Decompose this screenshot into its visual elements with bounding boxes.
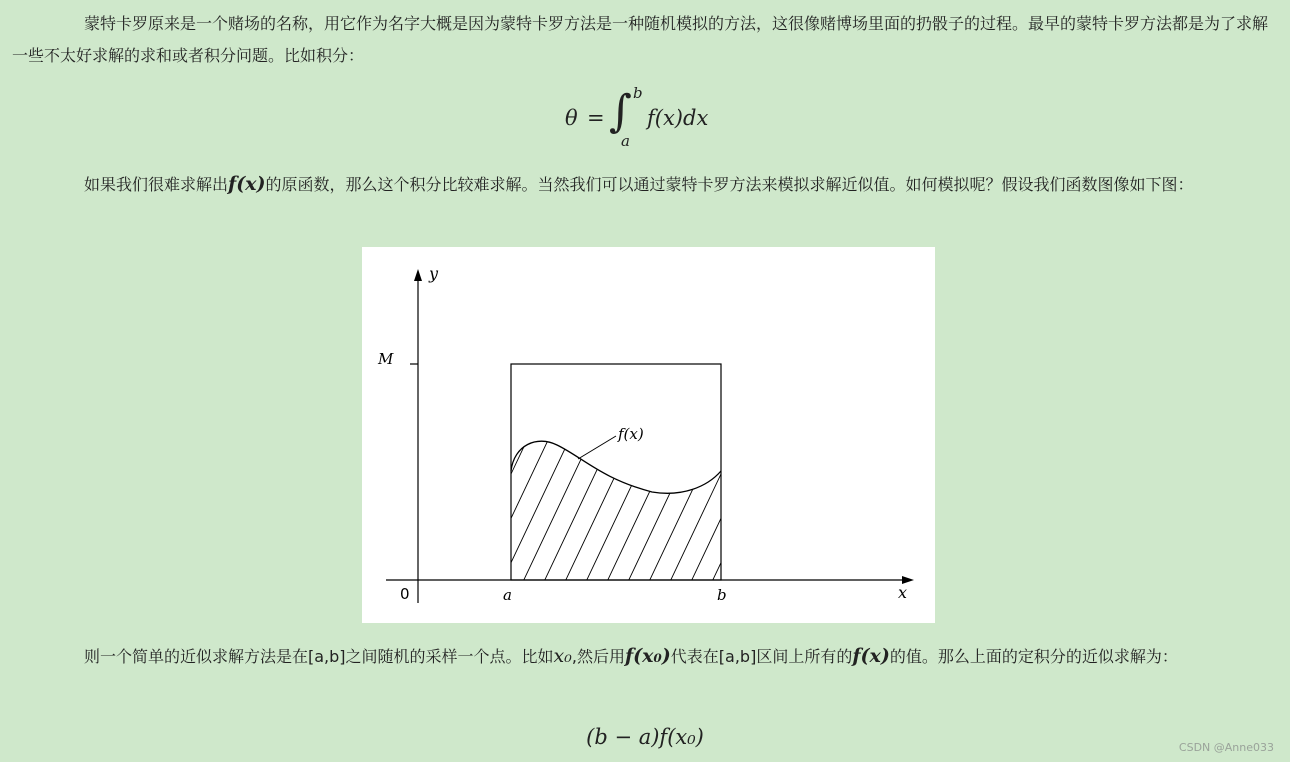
x-label: x xyxy=(898,583,908,602)
m-label: M xyxy=(378,350,394,368)
inline-math-fx-2: f(x) xyxy=(852,645,890,667)
fx-pointer-line xyxy=(578,436,616,459)
y-label: y xyxy=(429,264,439,283)
eq-lower-limit: a xyxy=(621,132,630,150)
paragraph-approx-text-1: 则一个简单的近似求解方法是在[a,b]之间随机的采样一个点。比如 xyxy=(84,647,554,666)
eq-equals: = xyxy=(587,106,605,130)
integral-equation xyxy=(0,82,1290,161)
function-plot xyxy=(362,247,935,623)
eq-integrand: f(x)dx xyxy=(647,106,709,130)
paragraph-problem-text-2: 的原函数，那么这个积分比较难求解。当然我们可以通过蒙特卡罗方法来模拟求解近似值。如何模拟呢？假设我们函数图像如下图： xyxy=(265,175,1194,194)
a-label: a xyxy=(503,586,512,604)
paragraph-approx-text-2: ,然后用 xyxy=(571,647,625,666)
paragraph-intro: 蒙特卡罗原来是一个赌场的名称，用它作为名字大概是因为蒙特卡罗方法是一种随机模拟的方法，这很像赌博场里面的扔骰子的过程。最早的蒙特卡罗方法都是为了求解一些不太好求解的求和或者积分问题。比如积分： xyxy=(12,14,1269,65)
eq-upper-limit: b xyxy=(633,84,643,102)
inline-math-fx: f(x) xyxy=(228,173,266,195)
paragraph-problem-text-1: 如果我们很难求解出 xyxy=(84,175,229,194)
b-label: b xyxy=(717,586,727,604)
y-axis-arrow xyxy=(414,269,422,281)
paragraph-approx-text-4: 的值。那么上面的定积分的近似求解为： xyxy=(889,647,1178,666)
paragraph-approx-text-3: 代表在[a,b]区间上所有的 xyxy=(670,647,853,666)
fx-label: f(x) xyxy=(618,425,644,443)
hatched-area xyxy=(448,417,790,607)
csdn-watermark: CSDN @Anne033 xyxy=(1178,741,1274,754)
origin-label: 0 xyxy=(400,585,410,603)
function-curve xyxy=(511,441,721,493)
bounding-rectangle xyxy=(511,364,721,580)
inline-math-fx0: f(x₀) xyxy=(624,645,671,667)
approx-equation: (b − a)f(x₀) xyxy=(586,725,704,749)
paragraph-problem xyxy=(12,168,1280,201)
integral-sign: ∫ xyxy=(609,86,632,137)
eq-theta: θ xyxy=(565,106,578,130)
inline-math-x0: x₀ xyxy=(553,645,572,667)
paragraph-approx xyxy=(12,640,1280,673)
function-figure xyxy=(362,247,935,623)
